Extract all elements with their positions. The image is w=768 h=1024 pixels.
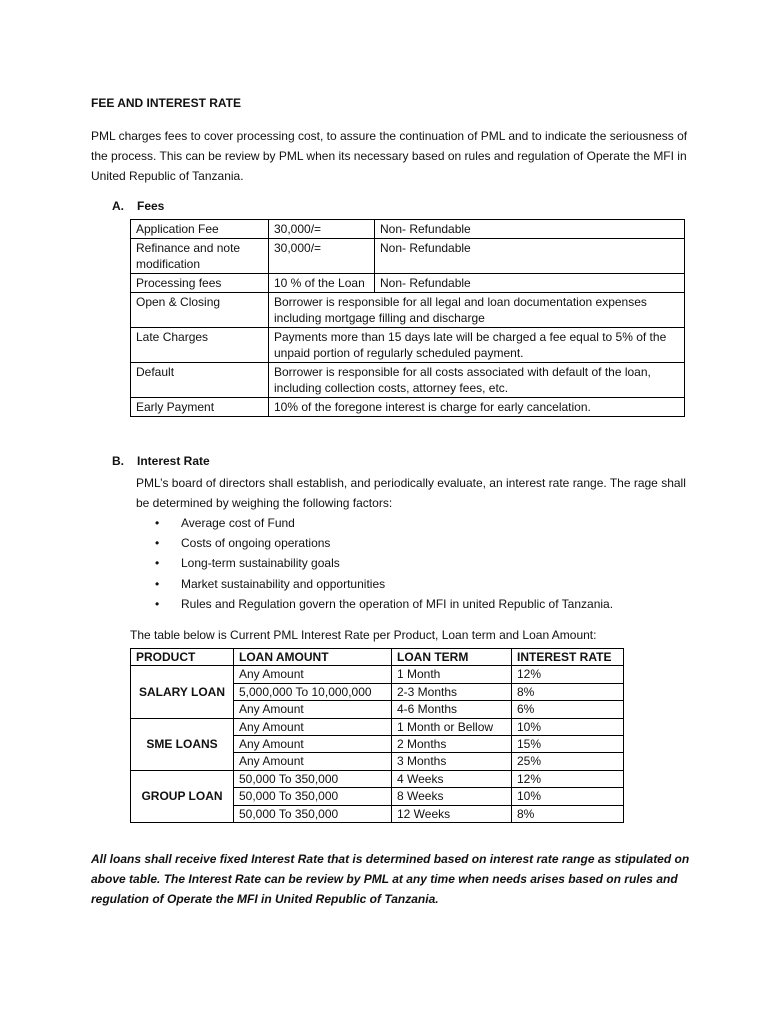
column-header: LOAN AMOUNT <box>234 649 392 666</box>
rate-table-caption: The table below is Current PML Interest Rate per Product, Loan term and Loan Amount: <box>130 628 597 642</box>
section-b-heading <box>112 454 210 468</box>
list-item: • Costs of ongoing operations <box>155 533 613 553</box>
fee-description: Payments more than 15 days late will be charged a fee equal to 5% of the unpaid portion of regularly scheduled payment. <box>269 328 685 363</box>
section-b-title: Interest Rate <box>137 454 210 468</box>
table-row <box>131 293 685 328</box>
loan-amount-cell: 50,000 To 350,000 <box>234 788 392 805</box>
interest-rate-cell: 8% <box>512 805 624 822</box>
table-header-row <box>131 649 624 666</box>
interest-rate-cell: 10% <box>512 788 624 805</box>
fixed-rate-note: All loans shall receive fixed Interest Rate that is determined based on interest rate range as stipulated on above table. The Interest Rate can be review by PML at any time when needs arises based on rules and regulation of Operate the MFI in United Republic of Tanzania. <box>91 852 690 906</box>
product-cell: SME LOANS <box>131 718 234 770</box>
product-cell: GROUP LOAN <box>131 770 234 822</box>
section-a-heading <box>112 199 164 213</box>
interest-rate-cell: 12% <box>512 666 624 683</box>
table-row <box>131 398 685 417</box>
section-a-letter: A. <box>112 199 124 213</box>
fee-label: Default <box>131 363 269 398</box>
list-item: • Long-term sustainability goals <box>155 553 613 573</box>
fee-note: Non- Refundable <box>375 220 685 239</box>
loan-term-cell: 2 Months <box>392 736 512 753</box>
table-row <box>131 363 685 398</box>
fee-note: Non- Refundable <box>375 239 685 274</box>
interest-rate-cell: 25% <box>512 753 624 770</box>
loan-term-cell: 8 Weeks <box>392 788 512 805</box>
column-header: INTEREST RATE <box>512 649 624 666</box>
interest-rate-cell: 12% <box>512 770 624 787</box>
fee-description: Borrower is responsible for all costs associated with default of the loan, including collection costs, attorney fees, etc. <box>269 363 685 398</box>
table-row <box>131 220 685 239</box>
factor-list <box>155 513 613 614</box>
fee-label: Late Charges <box>131 328 269 363</box>
list-item: • Market sustainability and opportunities <box>155 574 613 594</box>
fee-description: 10% of the foregone interest is charge for early cancelation. <box>269 398 685 417</box>
interest-rate-table <box>130 648 624 823</box>
fee-label: Open & Closing <box>131 293 269 328</box>
table-row <box>131 274 685 293</box>
interest-rate-cell: 10% <box>512 718 624 735</box>
section-a-title: Fees <box>137 199 165 213</box>
loan-amount-cell: Any Amount <box>234 736 392 753</box>
loan-amount-cell: 50,000 To 350,000 <box>234 770 392 787</box>
loan-amount-cell: Any Amount <box>234 666 392 683</box>
fee-note: Non- Refundable <box>375 274 685 293</box>
loan-amount-cell: 50,000 To 350,000 <box>234 805 392 822</box>
loan-term-cell: 4-6 Months <box>392 701 512 718</box>
table-row <box>131 666 624 683</box>
column-header: PRODUCT <box>131 649 234 666</box>
fee-amount: 30,000/= <box>269 239 375 274</box>
interest-rate-cell: 6% <box>512 701 624 718</box>
table-row <box>131 770 624 787</box>
loan-term-cell: 1 Month or Bellow <box>392 718 512 735</box>
loan-term-cell: 12 Weeks <box>392 805 512 822</box>
fee-amount: 30,000/= <box>269 220 375 239</box>
table-row <box>131 718 624 735</box>
list-item: • Rules and Regulation govern the operation of MFI in united Republic of Tanzania. <box>155 594 613 614</box>
fee-label: Processing fees <box>131 274 269 293</box>
loan-amount-cell: Any Amount <box>234 718 392 735</box>
section-b-letter: B. <box>112 454 124 468</box>
product-cell: SALARY LOAN <box>131 666 234 718</box>
table-row <box>131 239 685 274</box>
loan-term-cell: 3 Months <box>392 753 512 770</box>
loan-term-cell: 2-3 Months <box>392 683 512 700</box>
list-item: • Average cost of Fund <box>155 513 613 533</box>
fee-label: Early Payment <box>131 398 269 417</box>
loan-amount-cell: 5,000,000 To 10,000,000 <box>234 683 392 700</box>
table-row <box>131 328 685 363</box>
interest-rate-paragraph: PML’s board of directors shall establish, and periodically evaluate, an interest rate range. The rage shall be determined by weighing the following factors: <box>136 476 686 510</box>
loan-term-cell: 4 Weeks <box>392 770 512 787</box>
fee-label: Refinance and note modification <box>131 239 269 274</box>
interest-rate-cell: 8% <box>512 683 624 700</box>
fee-amount: 10 % of the Loan <box>269 274 375 293</box>
loan-term-cell: 1 Month <box>392 666 512 683</box>
loan-amount-cell: Any Amount <box>234 753 392 770</box>
fee-description: Borrower is responsible for all legal and loan documentation expenses including mortgage filling and discharge <box>269 293 685 328</box>
loan-amount-cell: Any Amount <box>234 701 392 718</box>
page-title: FEE AND INTEREST RATE <box>91 96 242 110</box>
interest-rate-cell: 15% <box>512 736 624 753</box>
column-header: LOAN TERM <box>392 649 512 666</box>
fees-table <box>130 219 685 417</box>
fee-label: Application Fee <box>131 220 269 239</box>
intro-paragraph: PML charges fees to cover processing cost, to assure the continuation of PML and to indicate the seriousness of the process. This can be review by PML when its necessary based on rules and regulation of Operate the MFI in United Republic of Tanzania. <box>91 129 688 183</box>
